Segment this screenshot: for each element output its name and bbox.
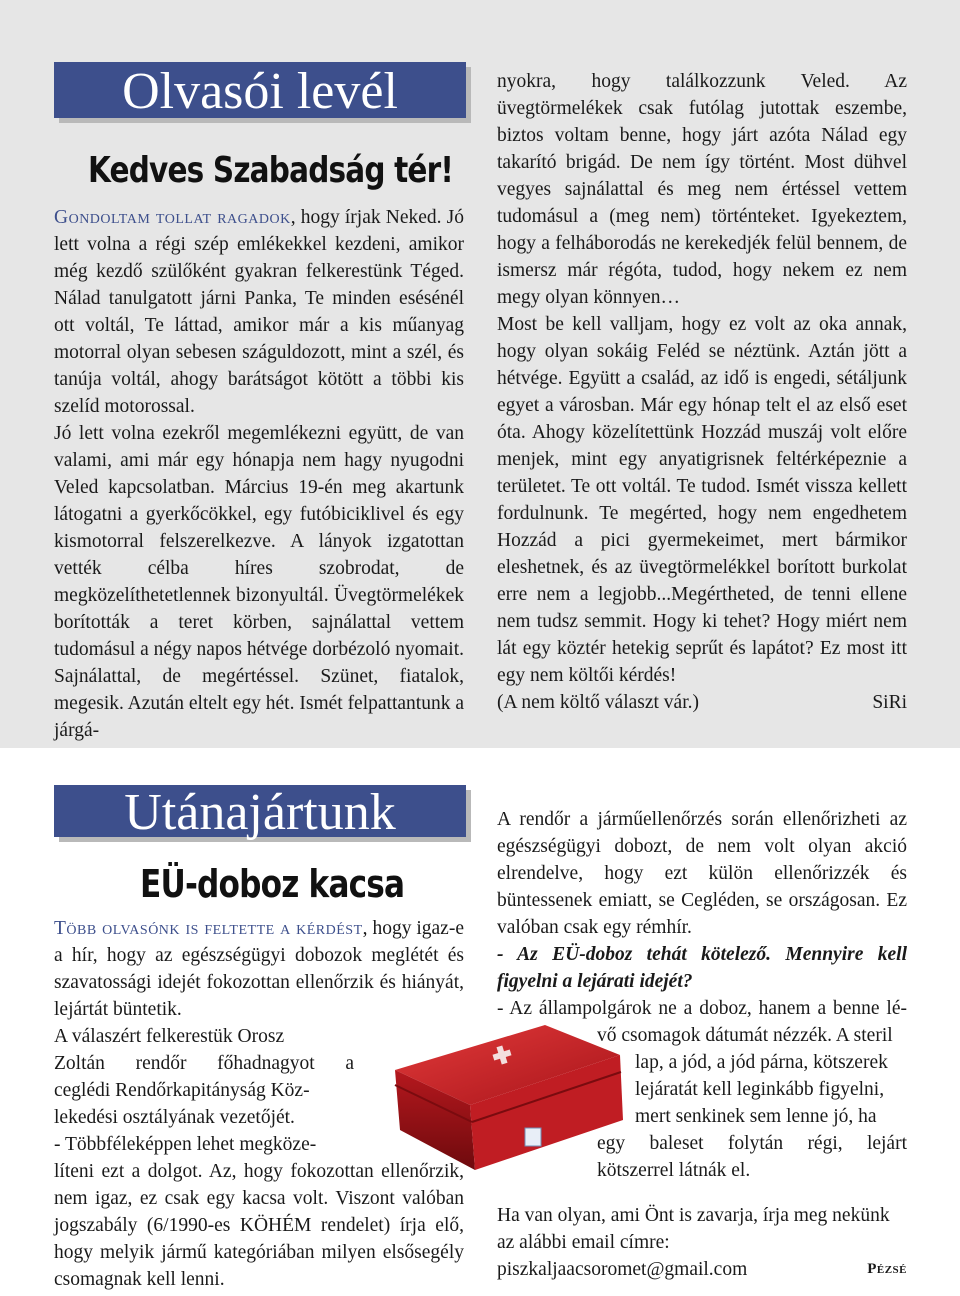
- section-banner-investigation: [54, 784, 466, 841]
- article-column-2: [497, 806, 907, 1283]
- text-line: - Az állampolgárok ne a doboz, hanem a benne lé-: [497, 998, 907, 1019]
- signature: Pézsé: [867, 1261, 907, 1277]
- text-line: lejáratát kell leginkább figyelni,: [635, 1079, 885, 1100]
- text-line: vő csomagok dátumát nézzék. A steril: [597, 1025, 893, 1046]
- paragraph: [54, 915, 464, 1023]
- closing-text: Ha van olyan, ami Önt is zavarja, írja meg nekünk az alábbi email címre: piszkaljaacsoromet@gmail.com: [497, 1205, 890, 1280]
- letter-column-2: [497, 68, 907, 716]
- section-title: Olvasói levél: [122, 63, 398, 120]
- closing-paragraph: [497, 1202, 907, 1283]
- interview-question: - Az EÜ-doboz tehát kötelező. Mennyire kell figyelni a lejárati idejét?: [497, 944, 907, 992]
- text-line: egy baleset folytán régi, lejárt kötszerrel látnák el.: [597, 1133, 907, 1181]
- lead-in: Gondoltam tollat ragadok: [54, 207, 291, 228]
- paragraph: líteni ezt a dolgot. Az, hogy fokozottan ellenőrzik, nem igaz, ez csak egy kacsa volt. Viszont valóban jogszabály (6/1990-es KÖHÉM rendelet) írja elő, hogy melyik jármű kategóriában milyen elsősegély csomagnak kell lenni.: [54, 1161, 464, 1290]
- paragraph-text: , hogy írjak Neked. Jó lett volna a régi szép emlékekkel kezdeni, amikor még kezdő szülőként gyakran felkerestünk Téged. Nálad tanulgatott járni Panka, Te minden esésénél ott voltál, Te láttad, amikor már a kis műanyag motorral olyan sebesen száguldozott, mint a szél, és tanúja voltál, ahogy barátságot kötött a többi kis szelíd motorossal.: [54, 207, 465, 417]
- text-line: - Többféleképpen lehet megköze-: [54, 1134, 317, 1155]
- lead-in: Több olvasónk is feltette a kérdést: [54, 918, 363, 939]
- letter-column-1: [54, 204, 464, 744]
- paragraph: nyokra, hogy találkozzunk Veled. Az üvegtörmelékek csak futólag jutottak eszembe, biztos voltam benne, hogy járt azóta Nálad egy takarító brigád. De nem így történt. Most dühvel vegyes sajnálattal és meg nem értéssel vettem tudomásul a (meg nem) történteket. Igyekeztem, hogy a felháborodás ne kerekedjék felül bennem, de ismersz már régóta, tudod, hogy nekem ez nem megy olyan könnyen…: [497, 71, 907, 308]
- text-line: A válaszért felkerestük Orosz: [54, 1026, 285, 1047]
- text-line: mert senkinek sem lenne jó, ha: [635, 1106, 877, 1127]
- paragraph-closing: [497, 689, 907, 716]
- paragraph: A rendőr a járműellenőrzés során ellenőrizheti az egészségügyi dobozt, de nem volt olyan akció elrendelve, hogy ezt külön ellenőrizzék és büntessenek emiatt, se Cegléden, se országosan. Ez valóban csak egy rémhír.: [497, 809, 907, 938]
- text-line: lap, a jód, a jód párna, kötszerek: [635, 1052, 888, 1073]
- article-headline: EÜ-doboz kacsa: [140, 862, 405, 906]
- closing-text: (A nem költő választ vár.): [497, 692, 699, 713]
- text-line: Zoltán rendőr főhadnagyot a: [54, 1053, 354, 1074]
- paragraph: Jó lett volna ezekről megemlékezni együtt, de van valami, ami már egy hónapja nem hagy nyugodni Veled kapcsolatban. Március 19-én meg akartunk látogatni a gyerkőcökkel, egy futóbiciklivel és egy kismotorral felszerelkezve. A lányok izgatottan vették célba híres szobrodat, de megközelíthetetlennek bizonyultál. Üvegtörmelékek borították a teret körben, sajnálattal vettem tudomásul a négy napos hétvége dorbézoló nyomait. Sajnálattal, de megértéssel. Szünet, fiatalok, megesik. Azután eltelt egy hét. Ismét felpattantunk a járgá-: [54, 423, 464, 741]
- letter-headline: Kedves Szabadság tér!: [88, 150, 454, 191]
- signature: SiRi: [872, 692, 907, 713]
- paragraph-text: , hogy igaz-e a hír, hogy az egészségügyi dobozok meglétét és szavatossági idejét fokozottan ellenőrzik és hiányát, lejártát büntetik.: [54, 918, 464, 1020]
- paragraph: [54, 204, 464, 420]
- paragraph: Most be kell valljam, hogy ez volt az oka annak, hogy olyan sokáig Feléd se néztünk. Aztán jött a hétvége. Együtt a család, az idő is engedi, sétáljunk egyet a városban. Már egy hónap telt el az első eset óta. Ahogy közelítettünk Hozzád muszáj volt előre menjek, mint egy anyatigrisnek feltérképeznie a területet. Te ott voltál. Te tudod. Ismét vissza kellett fordulnunk. Te megérted, hogy nem engedhetem Hozzád a pici gyermekeimet, mert bármikor eleshetnek, és az üvegtörmelékkel borított burkolat erre nem a legjobb...Megértheted, de tenni ellene nem tudsz semmit. Hogy ki tehet? Hogy miért nem lát egy köztér hetekig seprűt és lapátot? Ez most itt egy nem költői kérdés!: [497, 314, 907, 686]
- text-line: ceglédi Rendőrkapitányság Köz-: [54, 1080, 310, 1101]
- section-banner-letter: [54, 62, 466, 118]
- section-title: Utánajártunk: [124, 784, 396, 841]
- text-line: lekedési osztályának vezetőjét.: [54, 1107, 295, 1128]
